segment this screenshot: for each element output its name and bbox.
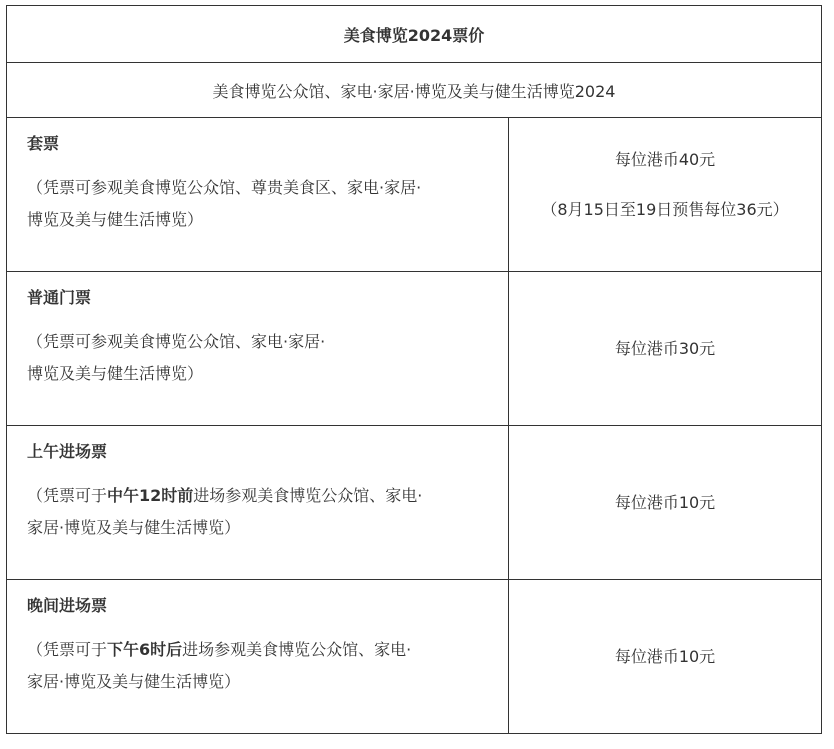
ticket-name: 套票: [27, 134, 60, 153]
ticket-description-post: 进场参观美食博览公众馆、家电·: [182, 640, 412, 659]
table-row: [7, 118, 822, 272]
ticket-price-note: （8月15日至19日预售每位36元）: [541, 200, 789, 219]
ticket-info-cell: [7, 580, 509, 734]
ticket-description-pre: （凭票可于: [27, 486, 108, 505]
ticket-price-cell: [509, 272, 822, 426]
table-row: [7, 426, 822, 580]
ticket-description: [27, 634, 488, 698]
ticket-description-line: （凭票可参观美食博览公众馆、家电·家居·: [27, 332, 326, 351]
ticket-info-cell: [7, 118, 509, 272]
ticket-description: [27, 326, 488, 390]
ticket-price-table: [6, 5, 822, 734]
table-subtitle: 美食博览公众馆、家电·家居·博览及美与健生活博览2024: [7, 63, 822, 118]
ticket-description-line: 博览及美与健生活博览）: [27, 364, 204, 383]
ticket-description: [27, 172, 488, 236]
ticket-price-cell: [509, 426, 822, 580]
table-row: [7, 272, 822, 426]
ticket-description-line: 博览及美与健生活博览）: [27, 210, 204, 229]
table-subtitle-row: [7, 63, 822, 118]
ticket-price-cell: [509, 580, 822, 734]
ticket-time-restriction: 下午6时后: [107, 640, 183, 659]
ticket-name: 普通门票: [27, 288, 92, 307]
ticket-time-restriction: 中午12时前: [107, 486, 194, 505]
ticket-description: [27, 480, 488, 544]
ticket-info-cell: [7, 272, 509, 426]
ticket-description-line: 家居·博览及美与健生活博览）: [27, 518, 241, 537]
ticket-price: 每位港币10元: [614, 492, 716, 512]
ticket-description-post: 进场参观美食博览公众馆、家电·: [193, 486, 423, 505]
ticket-price-cell: [509, 118, 822, 272]
ticket-description-pre: （凭票可于: [27, 640, 108, 659]
ticket-price: 每位港币30元: [614, 338, 716, 358]
ticket-description-line: （凭票可参观美食博览公众馆、尊贵美食区、家电·家居·: [27, 178, 422, 197]
table-title: 美食博览2024票价: [7, 6, 822, 63]
ticket-name: 晚间进场票: [27, 596, 108, 615]
ticket-name: 上午进场票: [27, 442, 108, 461]
ticket-description-line: 家居·博览及美与健生活博览）: [27, 672, 241, 691]
table-row: [7, 580, 822, 734]
ticket-price: 每位港币40元: [614, 150, 716, 169]
ticket-info-cell: [7, 426, 509, 580]
table-title-row: [7, 6, 822, 63]
ticket-price: 每位港币10元: [614, 646, 716, 666]
